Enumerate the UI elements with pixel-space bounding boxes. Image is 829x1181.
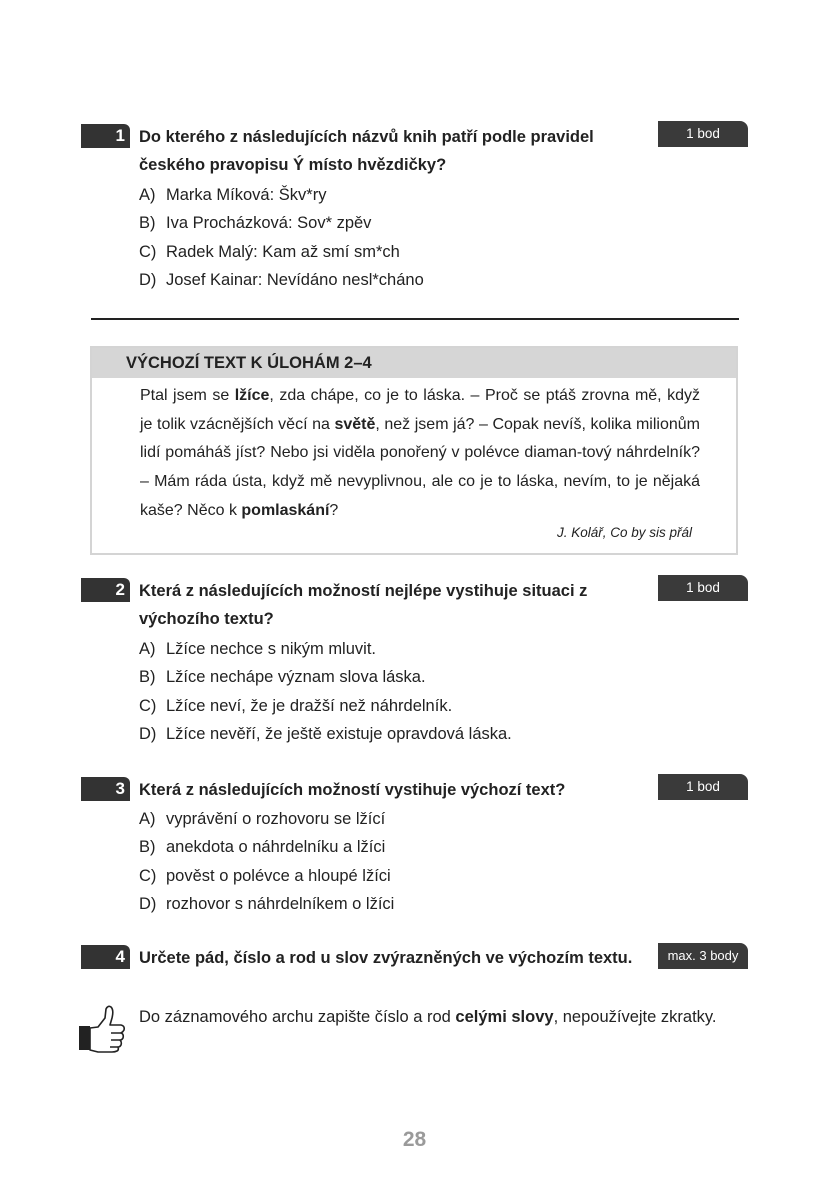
highlight-word: světě: [334, 415, 376, 433]
option-c[interactable]: C) Radek Malý: Kam až smí sm*ch: [139, 242, 400, 261]
option-b[interactable]: B) Lžíce nechápe význam slova láska.: [139, 668, 426, 687]
instruction-text: Do záznamového archu zapište číslo a rod celými slovy, nepoužívejte zkratky.: [139, 1008, 717, 1026]
option-d[interactable]: D) rozhovor s náhrdelníkem o lžíci: [139, 894, 395, 913]
question-3-options: [139, 805, 394, 918]
option-d[interactable]: D) Lžíce nevěří, že ještě existuje opravdová láska.: [139, 724, 512, 743]
option-c[interactable]: C) Lžíce neví, že je dražší než náhrdelník.: [139, 696, 453, 715]
section-divider: [91, 318, 739, 320]
source-text-box: [90, 346, 738, 555]
option-b[interactable]: B) anekdota o náhrdelníku a lžíci: [139, 838, 386, 857]
question-number-1: 1: [81, 124, 130, 148]
option-a[interactable]: A) Marka Míková: Škv*ry: [139, 186, 327, 204]
question-4-points: max. 3 body: [658, 943, 748, 969]
option-a[interactable]: A) vyprávění o rozhovoru se lžící: [139, 810, 386, 828]
question-1-text: Do kterého z následujících názvů knih patří podle pravidel českého pravopisu Ý místo hvězdičky?: [139, 128, 594, 174]
option-b[interactable]: B) Iva Procházková: Sov* zpěv: [139, 214, 372, 233]
question-number-3: 3: [81, 777, 130, 801]
question-2-options: [139, 635, 512, 748]
question-1-options: [139, 181, 424, 294]
question-number-2: 2: [81, 578, 130, 602]
highlight-word: lžíce: [234, 387, 270, 404]
source-text-body: Ptal jsem se lžíce, zda chápe, co je to láska. – Proč se ptáš zrovna mě, když je tolik vzácnějších věcí na světě, než jsem já? – Copak nevíš, kolika milionům lidí pomáháš jíst? Nebo jsi viděla ponořený v polévce diaman-tový náhrdelník? – Mám ráda ústa, když mě nevyplivnou, ale co je to láska, nevím, to je nějaká kaše? Něco k pomlaskání?: [140, 387, 700, 519]
option-c[interactable]: C) pověst o polévce a hloupé lžíci: [139, 866, 391, 885]
question-4-text: Určete pád, číslo a rod u slov zvýrazněných ve výchozím textu.: [139, 949, 633, 967]
highlight-word: pomlaskání: [241, 501, 330, 519]
question-2-points: 1 bod: [658, 575, 748, 601]
option-a[interactable]: A) Lžíce nechce s nikým mluvit.: [139, 640, 376, 658]
page-number: 28: [402, 1128, 427, 1151]
question-1-points: 1 bod: [658, 121, 748, 147]
thumbs-up-icon: [78, 1004, 126, 1054]
instruction-emphasis: celými slovy: [455, 1008, 554, 1026]
option-d[interactable]: D) Josef Kainar: Nevídáno nesl*cháno: [139, 270, 424, 289]
question-3-text: Která z následujících možností vystihuje výchozí text?: [139, 781, 566, 799]
question-3-points: 1 bod: [658, 774, 748, 800]
source-text-heading: VÝCHOZÍ TEXT K ÚLOHÁM 2–4: [92, 348, 736, 378]
question-number-4: 4: [81, 945, 130, 969]
question-2-text: Která z následujících možností nejlépe vystihuje situaci z výchozího textu?: [139, 582, 588, 628]
source-citation: J. Kolář, Co by sis přál: [556, 525, 692, 540]
